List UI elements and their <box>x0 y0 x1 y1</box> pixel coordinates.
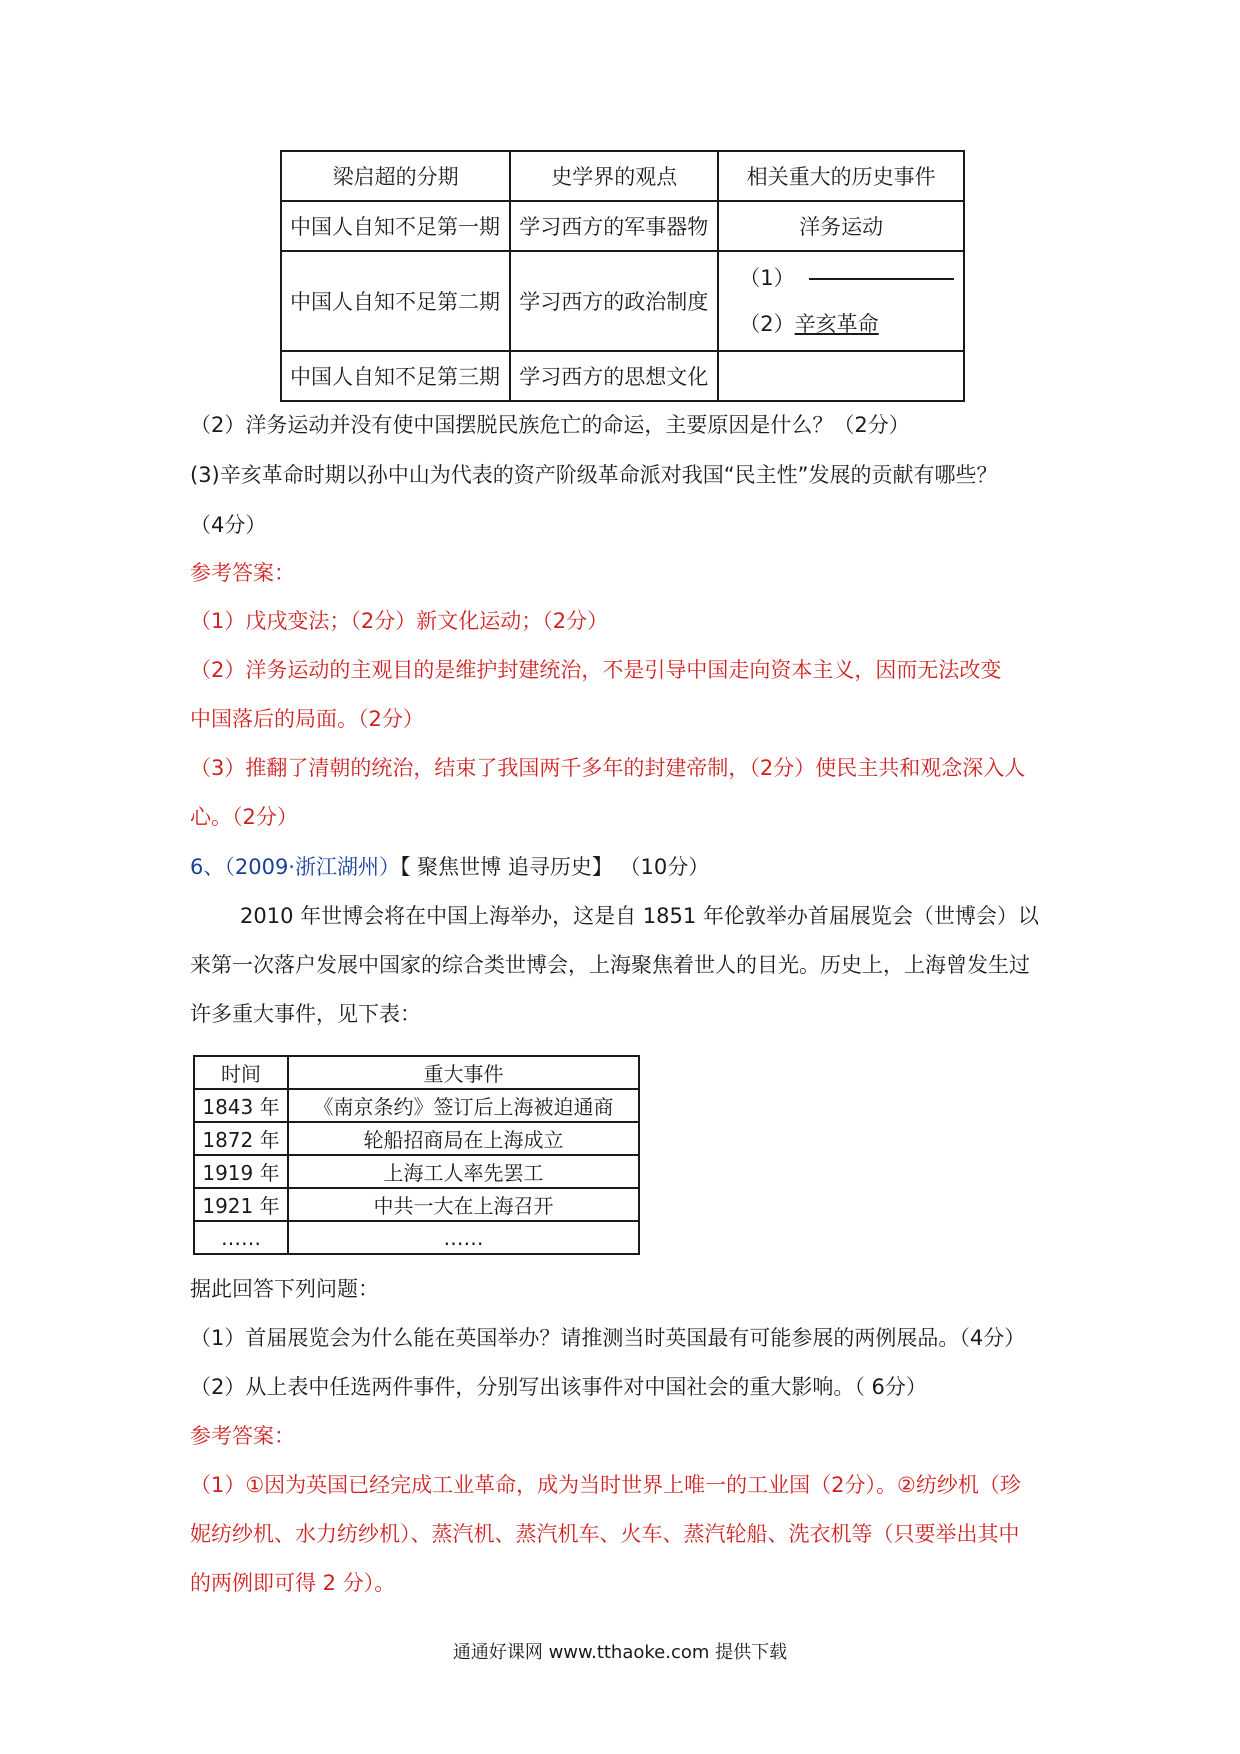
intro-line1: 2010 年世博会将在中国上海举办，这是自 1851 年伦敦举办首届展览会（世博会）以 <box>240 904 1039 928</box>
period-cell: 中国人自知不足第二期 <box>281 251 510 351</box>
year-cell: 1919 年 <box>194 1155 288 1188</box>
answer-2-line1: （2）洋务运动的主观目的是维护封建统治，不是引导中国走向资本主义，因而无法改变 <box>190 658 1002 682</box>
table-header: 重大事件 <box>288 1056 639 1089</box>
answer-6-1-line3: 的两例即可得 2 分）。 <box>190 1571 396 1595</box>
view-cell: 学习西方的思想文化 <box>510 351 718 401</box>
question-6-2: （2）从上表中任选两件事件，分别写出该事件对中国社会的重大影响。（ 6分） <box>190 1375 927 1399</box>
period-cell: 中国人自知不足第三期 <box>281 351 510 401</box>
table-row <box>194 1155 639 1188</box>
table-row <box>194 1188 639 1221</box>
period-cell: 中国人自知不足第一期 <box>281 201 510 251</box>
year-cell: 1843 年 <box>194 1089 288 1122</box>
event-1-label: （1） <box>739 266 795 290</box>
table-row <box>281 201 964 251</box>
year-cell: 1872 年 <box>194 1122 288 1155</box>
event-cell <box>718 251 964 351</box>
question-6-heading <box>190 852 709 882</box>
question-source: 6、（2009·浙江湖州） <box>190 855 400 879</box>
event-2-label: （2） <box>739 312 795 336</box>
answer-heading: 参考答案： <box>190 1424 295 1448</box>
page-footer: 通通好课网 www.tthaoke.com 提供下载 <box>452 1642 788 1663</box>
event-cell: 中共一大在上海召开 <box>288 1188 639 1221</box>
table-row <box>281 351 964 401</box>
event-cell: 洋务运动 <box>718 201 964 251</box>
intro-line3: 许多重大事件，见下表： <box>190 1002 421 1026</box>
table-row <box>281 251 964 351</box>
view-cell: 学习西方的军事器物 <box>510 201 718 251</box>
answer-heading: 参考答案： <box>190 561 295 585</box>
table-header: 相关重大的历史事件 <box>718 151 964 201</box>
event-cell: 上海工人率先罢工 <box>288 1155 639 1188</box>
event-cell: …… <box>288 1221 639 1254</box>
question-3-line1: (3)辛亥革命时期以孙中山为代表的资产阶级革命派对我国“民主性”发展的贡献有哪些？ <box>190 463 998 487</box>
view-cell: 学习西方的政治制度 <box>510 251 718 351</box>
table-row <box>194 1089 639 1122</box>
answer-3-line1: （3）推翻了清朝的统治，结束了我国两千多年的封建帝制，（2分）使民主共和观念深入人 <box>190 756 1026 780</box>
table-header: 梁启超的分期 <box>281 151 510 201</box>
events-table <box>193 1055 640 1255</box>
answer-1: （1）戊戌变法；（2分）新文化运动；（2分） <box>190 609 609 633</box>
answer-blank <box>809 278 954 280</box>
answer-2-line2: 中国落后的局面。（2分） <box>190 707 424 731</box>
answer-6-1-line2: 妮纺纱机、水力纺纱机）、蒸汽机、蒸汽机车、火车、蒸汽轮船、洗衣机等（只要举出其中 <box>190 1522 1020 1546</box>
table-row <box>194 1122 639 1155</box>
question-3-line2: （4分） <box>190 513 267 537</box>
year-cell: …… <box>194 1221 288 1254</box>
event-cell: 轮船招商局在上海成立 <box>288 1122 639 1155</box>
table-header: 史学界的观点 <box>510 151 718 201</box>
periods-table <box>280 150 965 402</box>
question-2: （2）洋务运动并没有使中国摆脱民族危亡的命运，主要原因是什么？（2分） <box>190 413 910 437</box>
question-6-1: （1）首届展览会为什么能在英国举办？请推测当时英国最有可能参展的两例展品。（4分） <box>190 1326 1026 1350</box>
answer-6-1-line1: （1）①因为英国已经完成工业革命，成为当时世界上唯一的工业国（2分）。②纺纱机（珍 <box>190 1473 1021 1497</box>
event-cell: 《南京条约》签订后上海被迫通商 <box>288 1089 639 1122</box>
table-header: 时间 <box>194 1056 288 1089</box>
question-title: 【 聚焦世博 追寻历史】 （10分） <box>399 855 710 879</box>
lead-text: 据此回答下列问题： <box>190 1277 379 1301</box>
event-2-text: 辛亥革命 <box>794 312 879 336</box>
answer-3-line2: 心。（2分） <box>190 805 298 829</box>
table-row <box>194 1221 639 1254</box>
event-cell <box>718 351 964 401</box>
intro-line2: 来第一次落户发展中国家的综合类世博会，上海聚焦着世人的目光。历史上，上海曾发生过 <box>190 953 1030 977</box>
year-cell: 1921 年 <box>194 1188 288 1221</box>
